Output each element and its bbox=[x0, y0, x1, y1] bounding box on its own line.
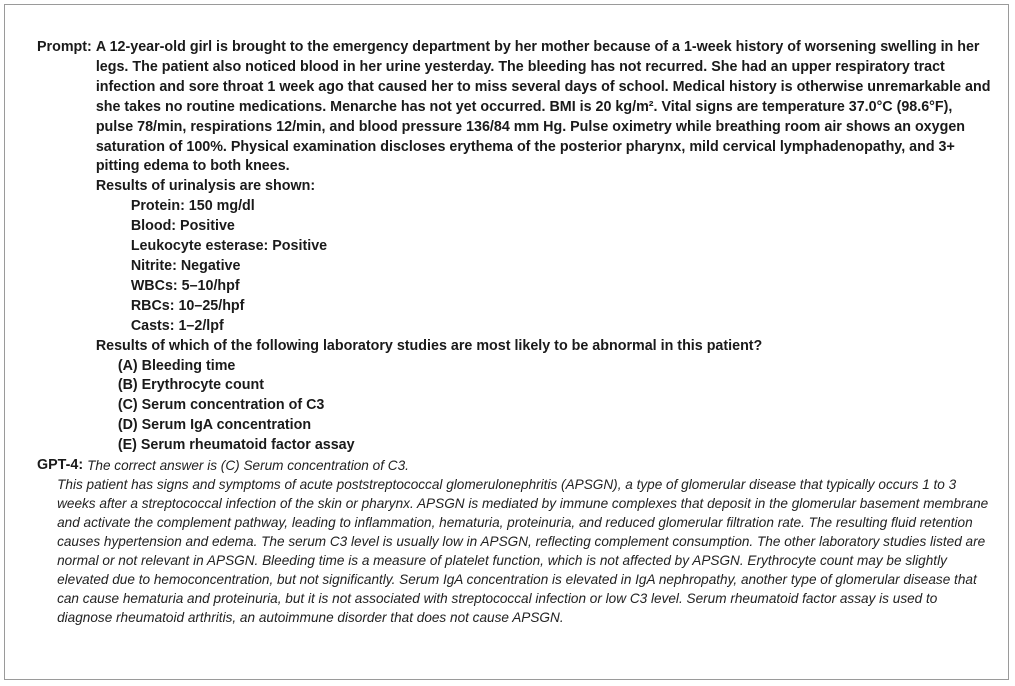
gpt4-answer: The correct answer is (C) Serum concentration of C3. bbox=[87, 458, 409, 474]
option-a: (A) Bleeding time bbox=[117, 357, 236, 374]
prompt-label: Prompt: bbox=[37, 39, 92, 55]
urinalysis-casts: Casts: 1–2/lpf bbox=[130, 317, 224, 334]
option-e: (E) Serum rheumatoid factor assay bbox=[117, 437, 355, 454]
urinalysis-results bbox=[92, 197, 992, 336]
urinalysis-leukocyte-esterase: Leukocyte esterase: Positive bbox=[130, 238, 328, 255]
gpt4-explanation: This patient has signs and symptoms of acute poststreptococcal glomerulonephritis (APSGN), a type of glomerular disease that typically occurs 1 to 3 weeks after a streptococcal infection of the skin or pharynx. APSGN is mediated by immune complexes that deposit in the glomerular basement membrane and activate the complement pathway, leading to inflammation, hematuria, proteinuria, and reduced glomerular filtration rate. The resulting fluid retention causes hypertension and edema. The serum C3 level is usually low in APSGN, reflecting complement consumption. The other laboratory studies listed are normal or not relevant in APSGN. Bleeding time is a measure of platelet function, which is not affected by APSGN. Erythrocyte count may be slightly elevated due to hemoconcentration, but not significantly. Serum IgA concentration is elevated in IgA nephropathy, another type of glomerular disease that can cause hematuria and proteinuria, but it is not associated with streptococcal infection or low C3 level. Serum rheumatoid factor assay is used to diagnose rheumatoid arthritis, an autoimmune disorder that does not cause APSGN. bbox=[57, 477, 989, 626]
question-text: Results of which of the following laboratory studies are most likely to be abnormal in this patient? bbox=[95, 337, 763, 354]
urinalysis-protein: Protein: 150 mg/dl bbox=[130, 198, 255, 215]
urinalysis-nitrite: Nitrite: Negative bbox=[130, 257, 241, 274]
urinalysis-rbcs: RBCs: 10–25/hpf bbox=[130, 297, 245, 314]
urinalysis-blood: Blood: Positive bbox=[130, 218, 235, 235]
document-content bbox=[37, 38, 992, 627]
option-c: (C) Serum concentration of C3 bbox=[117, 397, 325, 414]
case-description: A 12-year-old girl is brought to the emergency department by her mother because of a 1-week history of worsening swelling in her legs. The patient also noticed blood in her urine yesterday. The bleeding has not recurred. She had an upper respiratory tract infection and sore throat 1 week ago that caused her to miss several days of school. Medical history is otherwise unremarkable and she takes no routine medications. Menarche has not yet occurred. BMI is 20 kg/m². Vital signs are temperature 37.0°C (98.6°F), pulse 78/min, respirations 12/min, and blood pressure 136/84 mm Hg. Pulse oximetry while breathing room air shows an oxygen saturation of 100%. Physical examination discloses erythema of the posterior pharynx, mild cervical lymphadenopathy, and 3+ pitting edema to both knees. bbox=[95, 39, 991, 175]
option-b: (B) Erythrocyte count bbox=[117, 377, 264, 394]
prompt-entry bbox=[37, 38, 992, 456]
answer-options bbox=[92, 357, 992, 457]
document-frame bbox=[4, 4, 1009, 680]
gpt4-label: GPT-4: bbox=[37, 457, 84, 474]
prompt-body bbox=[92, 38, 992, 456]
gpt4-entry bbox=[37, 456, 992, 627]
urinalysis-label: Results of urinalysis are shown: bbox=[95, 178, 316, 195]
option-d: (D) Serum IgA concentration bbox=[117, 417, 312, 434]
urinalysis-wbcs: WBCs: 5–10/hpf bbox=[130, 277, 240, 294]
